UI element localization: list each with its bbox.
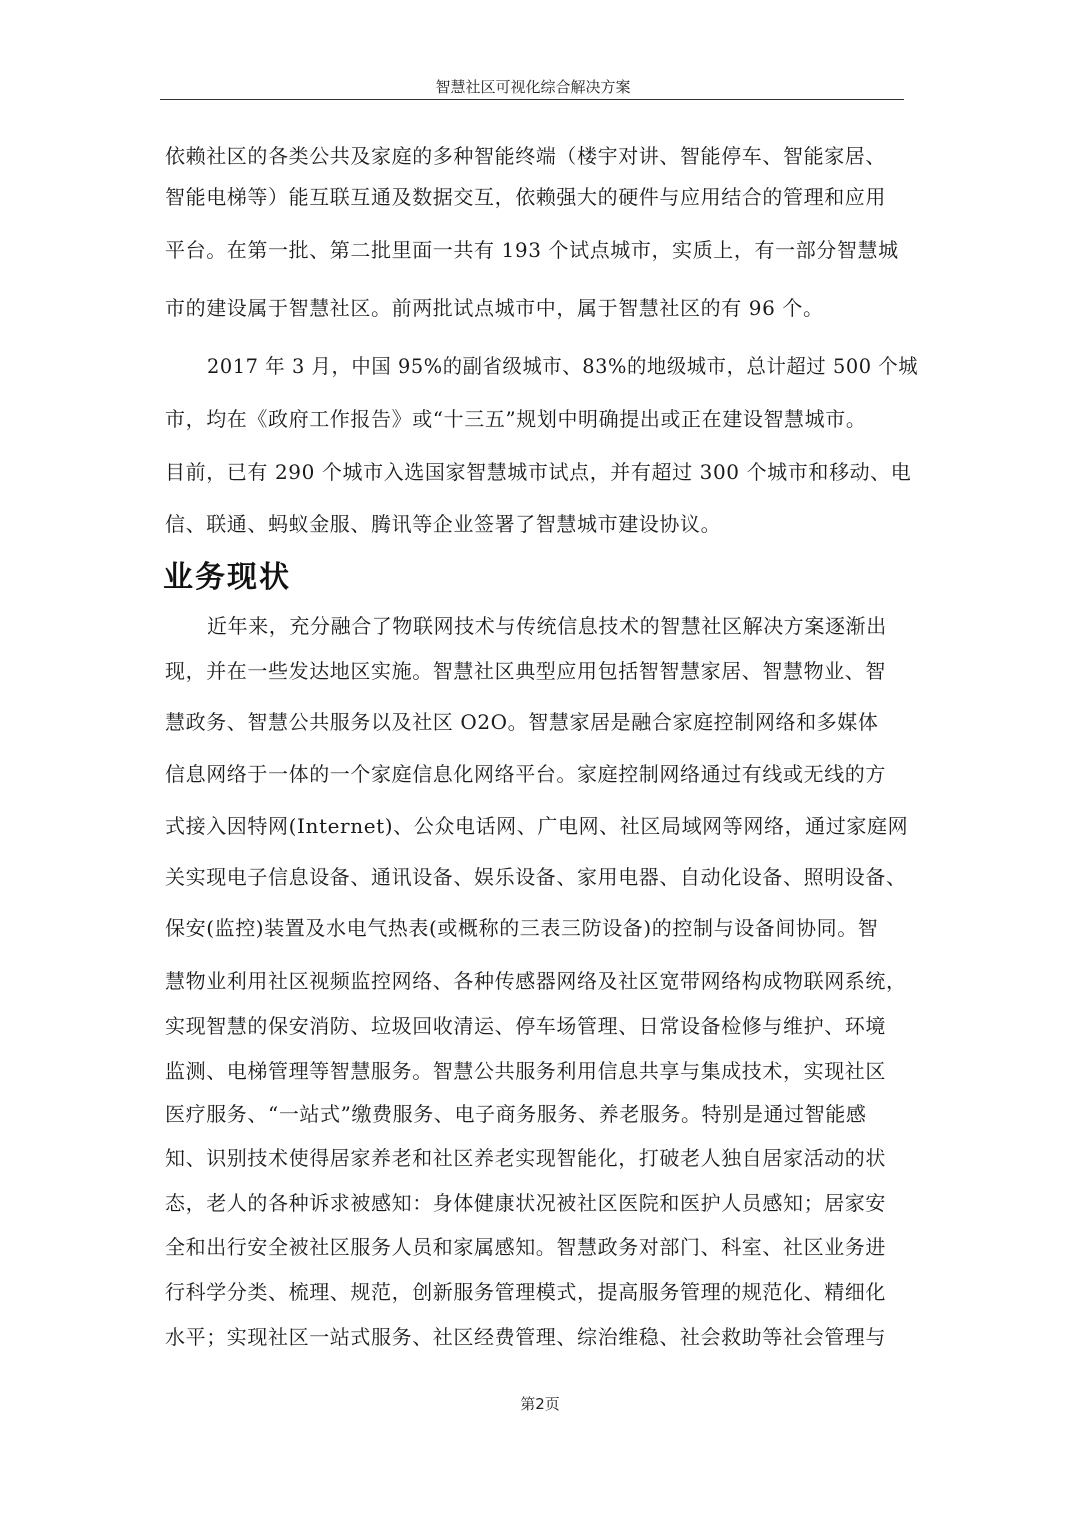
text-line: 2017 年 3 月，中国 95%的副省级城市、83%的地级城市，总计超过 500 个城 [207,354,919,378]
text-line: 信息网络于一体的一个家庭信息化网络平台。家庭控制网络通过有线或无线的方 [165,762,886,786]
text-line: 市的建设属于智慧社区。前两批试点城市中，属于智慧社区的有 96 个。 [165,296,824,320]
text-line: 式接入因特网(Internet)、公众电话网、广电网、社区局域网等网络，通过家庭网 [165,814,909,838]
running-header: 智慧社区可视化综合解决方案 [435,78,631,96]
text-line: 全和出行安全被社区服务人员和家属感知。智慧政务对部门、科室、社区业务进 [165,1235,886,1259]
text-line: 信、联通、蚂蚁金服、腾讯等企业签署了智慧城市建设协议。 [165,512,722,536]
text-line: 现，并在一些发达地区实施。智慧社区典型应用包括智智慧家居、智慧物业、智 [165,659,886,683]
text-line: 水平；实现社区一站式服务、社区经费管理、综治维稳、社会救助等社会管理与 [165,1325,886,1349]
text-line: 医疗服务、“一站式”缴费服务、电子商务服务、养老服务。特别是通过智能感 [165,1102,867,1126]
text-line: 市，均在《政府工作报告》或“十三五”规划中明确提出或正在建设智慧城市。 [165,407,867,431]
text-line: 保安(监控)装置及水电气热表(或概称的三表三防设备)的控制与设备间协同。智 [165,916,879,940]
text-line: 目前，已有 290 个城市入选国家智慧城市试点，并有超过 300 个城市和移动、电 [165,460,912,484]
text-line: 慧政务、智慧公共服务以及社区 O2O。智慧家居是融合家庭控制网络和多媒体 [165,710,879,734]
text-line: 实现智慧的保安消防、垃圾回收清运、停车场管理、日常设备检修与维护、环境 [165,1014,886,1038]
text-line: 监测、电梯管理等智慧服务。智慧公共服务利用信息共享与集成技术，实现社区 [165,1059,886,1083]
section-heading: 业务现状 [163,560,291,595]
text-line: 关实现电子信息设备、通讯设备、娱乐设备、家用电器、自动化设备、照明设备、 [165,865,907,889]
page-number: 第2页 [520,1395,560,1413]
header-divider [160,99,904,100]
text-line: 依赖社区的各类公共及家庭的多种智能终端（楼宇对讲、智能停车、智能家居、 [165,144,886,168]
text-line: 慧物业利用社区视频监控网络、各种传感器网络及社区宽带网络构成物联网系统， [165,969,907,993]
text-line: 平台。在第一批、第二批里面一共有 193 个试点城市，实质上，有一部分智慧城 [165,238,899,262]
text-line: 近年来，充分融合了物联网技术与传统信息技术的智慧社区解决方案逐渐出 [207,614,887,638]
text-line: 知、识别技术使得居家养老和社区养老实现智能化，打破老人独自居家活动的状 [165,1146,886,1170]
text-line: 行科学分类、梳理、规范，创新服务管理模式，提高服务管理的规范化、精细化 [165,1280,886,1304]
text-line: 态，老人的各种诉求被感知：身体健康状况被社区医院和医护人员感知；居家安 [165,1191,886,1215]
text-line: 智能电梯等）能互联互通及数据交互，依赖强大的硬件与应用结合的管理和应用 [165,185,886,209]
